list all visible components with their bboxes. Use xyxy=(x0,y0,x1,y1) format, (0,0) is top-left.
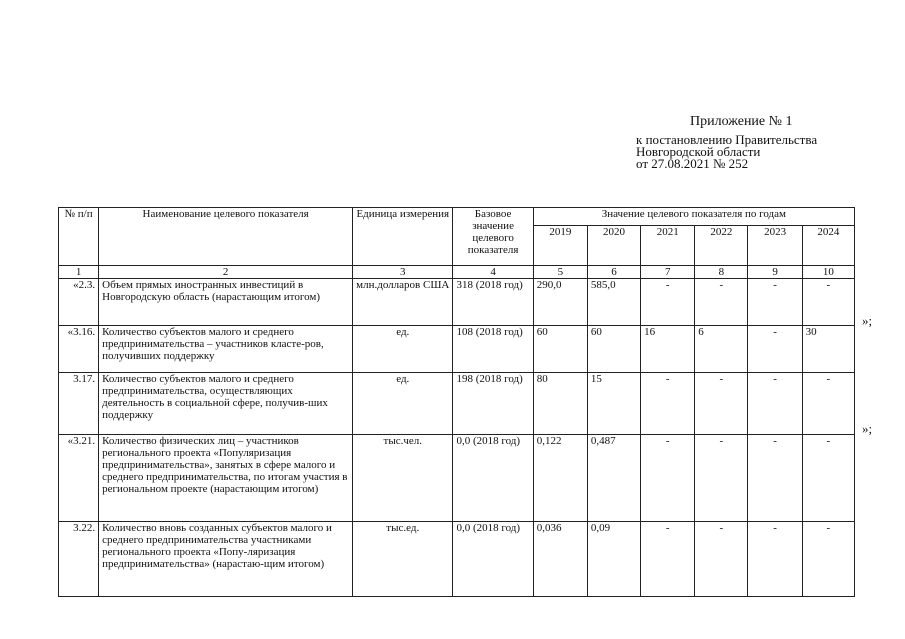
col-header-name: Наименование целевого показателя xyxy=(99,208,353,266)
row-number: «3.16. xyxy=(59,326,99,373)
column-number: 1 xyxy=(59,266,99,279)
row-number: 3.17. xyxy=(59,373,99,435)
year-header: 2021 xyxy=(641,226,695,266)
appendix-title: Приложение № 1 xyxy=(690,114,793,129)
indicator-name: Количество субъектов малого и среднего предпринимательства, осуществляющих деятельность в социальной сфере, получив-ших поддержку xyxy=(99,373,353,435)
year-value: 6 xyxy=(695,326,748,373)
year-header: 2019 xyxy=(533,226,587,266)
year-value: - xyxy=(748,279,802,326)
indicator-name: Количество вновь созданных субъектов малого и среднего предпринимательства участниками регионального проекта «Попу-ляризация предпринимательства» (нарастаю-щим итогом) xyxy=(99,522,353,597)
column-number: 9 xyxy=(748,266,802,279)
document-header xyxy=(636,116,896,170)
year-value: - xyxy=(695,522,748,597)
decree-line: к постановлению Правительства xyxy=(636,132,818,147)
year-value: 80 xyxy=(533,373,587,435)
base-value: 318 (2018 год) xyxy=(453,279,533,326)
year-value: - xyxy=(748,373,802,435)
column-number: 10 xyxy=(802,266,854,279)
column-number: 2 xyxy=(99,266,353,279)
base-value: 198 (2018 год) xyxy=(453,373,533,435)
column-number: 7 xyxy=(641,266,695,279)
year-value: - xyxy=(695,435,748,522)
column-number: 6 xyxy=(587,266,640,279)
table-row xyxy=(59,435,855,522)
indicator-unit: ед. xyxy=(353,373,453,435)
table-row xyxy=(59,279,855,326)
year-value: 30 xyxy=(802,326,854,373)
year-value: 15 xyxy=(587,373,640,435)
year-header: 2023 xyxy=(748,226,802,266)
row-number: 3.22. xyxy=(59,522,99,597)
indicators-table xyxy=(58,207,855,597)
year-value: - xyxy=(641,522,695,597)
column-number: 8 xyxy=(695,266,748,279)
column-number: 5 xyxy=(533,266,587,279)
indicator-name: Количество физических лиц – участников регионального проекта «Популяризация предпринимательства», занятых в сфере малого и среднего предпринимательства, по итогам участия в региональном проекте (нарастающим итогом) xyxy=(99,435,353,522)
col-header-base: Базовое значение целевого показателя xyxy=(453,208,533,266)
indicator-unit: млн.долларов США xyxy=(353,279,453,326)
base-value: 108 (2018 год) xyxy=(453,326,533,373)
indicator-name: Количество субъектов малого и среднего предпринимательства – участников класте-ров, получивших поддержку xyxy=(99,326,353,373)
base-value: 0,0 (2018 год) xyxy=(453,522,533,597)
year-value: 0,036 xyxy=(533,522,587,597)
year-value: - xyxy=(802,522,854,597)
indicator-unit: тыс.ед. xyxy=(353,522,453,597)
year-value: - xyxy=(695,279,748,326)
year-value: 0,122 xyxy=(533,435,587,522)
indicator-name: Объем прямых иностранных инвестиций в Новгородскую область (нарастающим итогом) xyxy=(99,279,353,326)
closing-quote-mark: »; xyxy=(862,313,873,328)
decree-line: от 27.08.2021 № 252 xyxy=(636,156,749,171)
col-header-years-group: Значение целевого показателя по годам xyxy=(533,208,854,226)
table-row xyxy=(59,326,855,373)
year-value: - xyxy=(641,279,695,326)
column-numbering-row xyxy=(59,266,855,279)
year-value: - xyxy=(748,435,802,522)
year-value: 60 xyxy=(533,326,587,373)
year-header: 2022 xyxy=(695,226,748,266)
decree-line: Новгородской области xyxy=(636,144,761,159)
year-value: - xyxy=(641,435,695,522)
year-value: - xyxy=(748,522,802,597)
year-value: 0,487 xyxy=(587,435,640,522)
column-number: 3 xyxy=(353,266,453,279)
year-header: 2024 xyxy=(802,226,854,266)
row-number: «2.3. xyxy=(59,279,99,326)
base-value: 0,0 (2018 год) xyxy=(453,435,533,522)
column-number: 4 xyxy=(453,266,533,279)
year-value: - xyxy=(802,435,854,522)
col-header-no: № п/п xyxy=(59,208,99,266)
year-value: - xyxy=(802,373,854,435)
closing-quote-mark: »; xyxy=(862,421,873,436)
year-value: - xyxy=(695,373,748,435)
indicator-unit: ед. xyxy=(353,326,453,373)
table-row xyxy=(59,522,855,597)
year-header: 2020 xyxy=(587,226,640,266)
year-value: 16 xyxy=(641,326,695,373)
year-value: - xyxy=(748,326,802,373)
year-value: - xyxy=(641,373,695,435)
year-value: - xyxy=(802,279,854,326)
table-row xyxy=(59,373,855,435)
col-header-unit: Единица измерения xyxy=(353,208,453,266)
year-value: 585,0 xyxy=(587,279,640,326)
year-value: 290,0 xyxy=(533,279,587,326)
year-value: 0,09 xyxy=(587,522,640,597)
year-value: 60 xyxy=(587,326,640,373)
row-number: «3.21. xyxy=(59,435,99,522)
indicator-unit: тыс.чел. xyxy=(353,435,453,522)
